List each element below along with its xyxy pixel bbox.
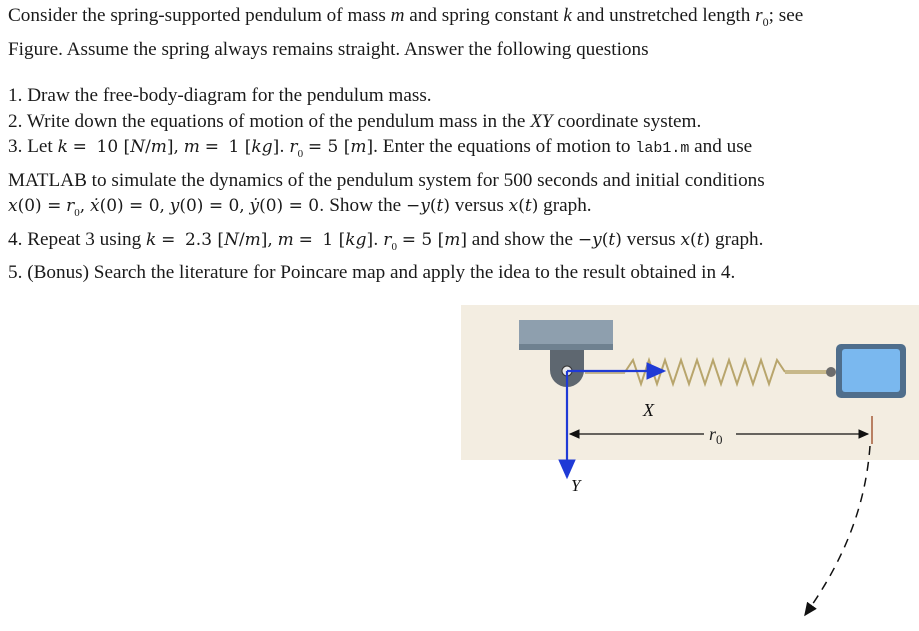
- intro-line-1: Consider the spring-supported pendulum of mass m and spring constant k and unstretched length $r_0$; see: [8, 5, 804, 29]
- intro-line-2: Figure. Assume the spring always remains straight. Answer the following questions: [8, 38, 649, 60]
- question-3-line-3: $x(0) = r_0$, ẋ(0) = 0, y(0) = 0, ẏ(0) = 0. Show the −y(t) versus x(t) graph.: [8, 195, 592, 220]
- question-4: 4. Repeat 3 using k = 2.3 [N/m], m = 1 [kg]. $r_0 = 5$ [m] and show the −y(t) versus x(t) graph.: [8, 228, 764, 253]
- question-2: 2. Write down the equations of motion of the pendulum mass in the XY coordinate system.: [8, 110, 702, 132]
- question-5: 5. (Bonus) Search the literature for Poincare map and apply the idea to the result obtained in 4.: [8, 262, 736, 284]
- ceiling-support-shade: [519, 344, 613, 350]
- mass-connector: [826, 367, 836, 377]
- y-axis-label: Y: [571, 476, 581, 495]
- r0-label: $r_0$: [709, 424, 723, 447]
- swing-trajectory: [805, 446, 870, 615]
- question-3-line-2: MATLAB to simulate the dynamics of the pendulum system for 500 seconds and initial conditions: [8, 169, 765, 191]
- question-1: 1. Draw the free-body-diagram for the pendulum mass.: [8, 85, 432, 106]
- matlab-file-name: lab1.m: [635, 140, 690, 158]
- pendulum-mass-face: [842, 349, 900, 392]
- x-axis-label: X: [643, 400, 654, 420]
- question-3-line-1: 3. Let k = 10 [N/m], m = 1 [kg]. $r_0 = 5$ [m]. Enter the equations of motion to lab1.m and use: [8, 136, 753, 161]
